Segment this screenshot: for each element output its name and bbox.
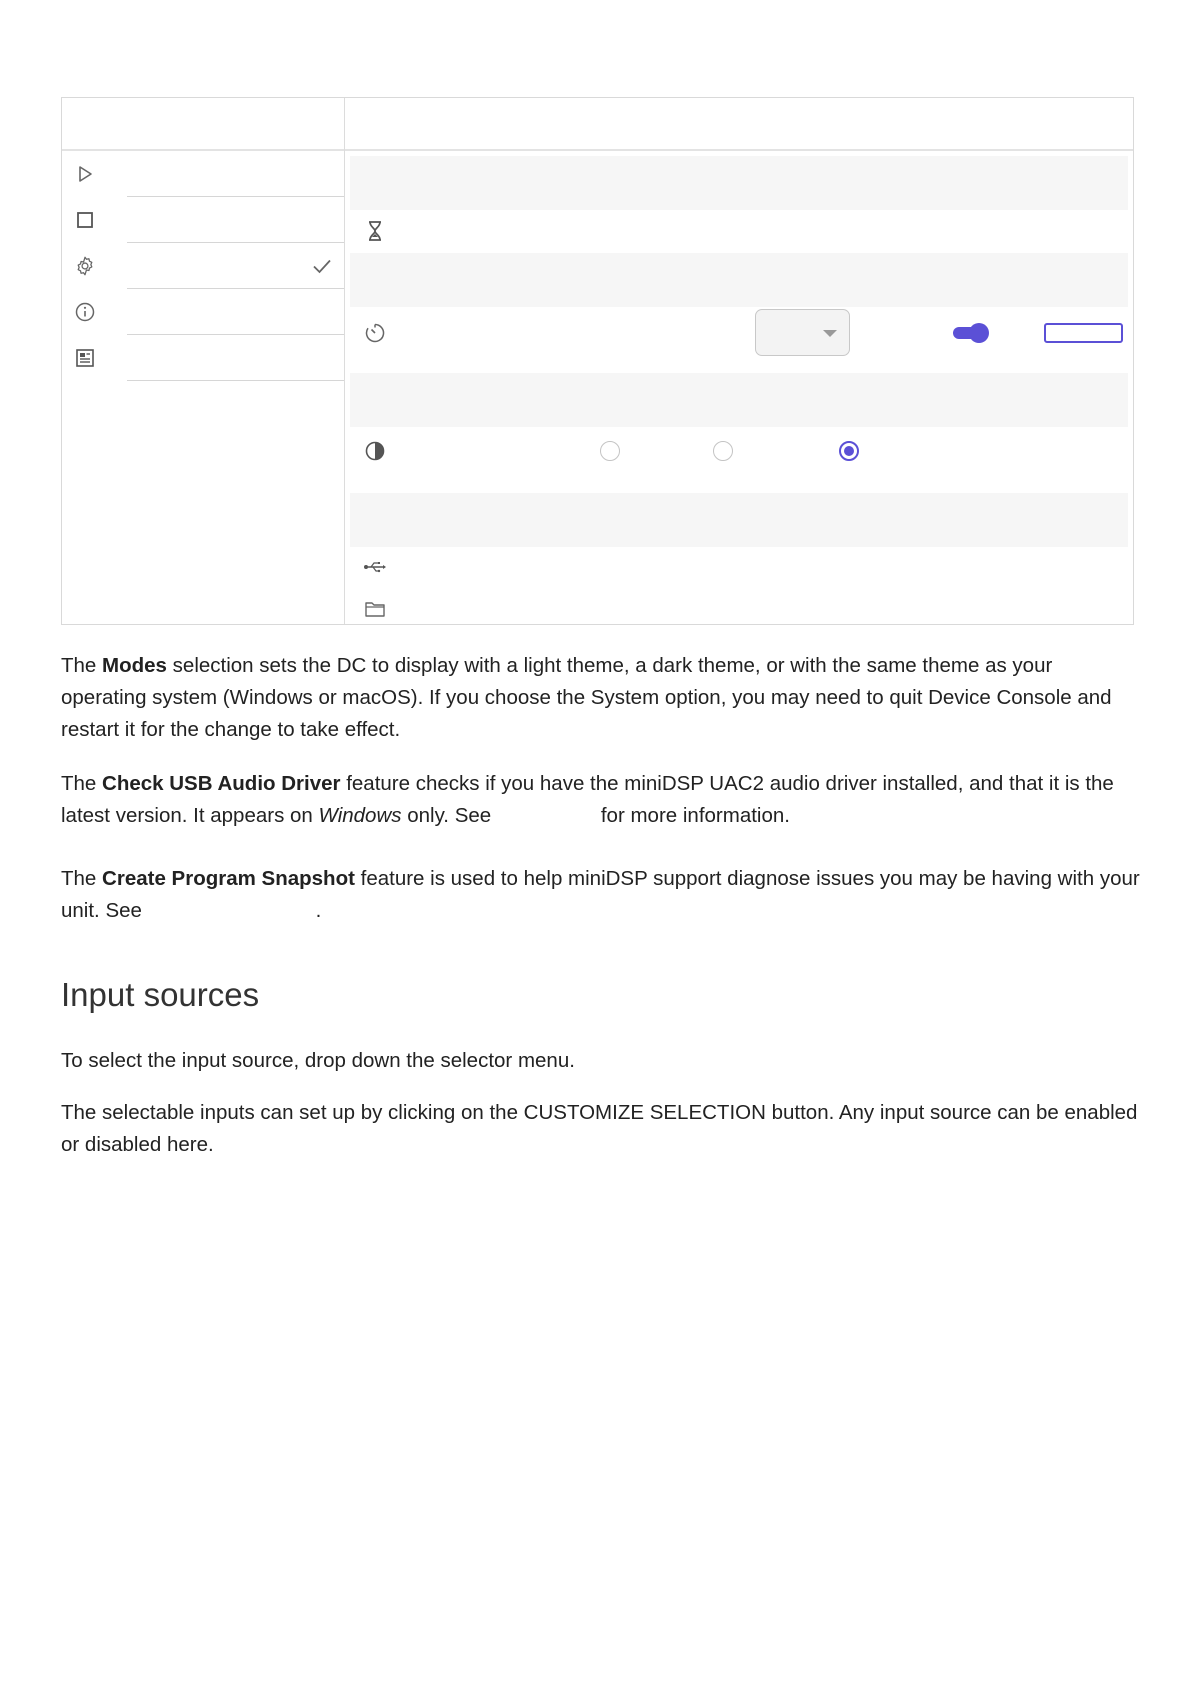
usb-mid2: only. See: [401, 804, 497, 827]
caret-down-icon: [823, 330, 837, 337]
sidebar-item-play[interactable]: [62, 151, 344, 197]
usb-paragraph: [61, 768, 1141, 832]
usb-post: for more information.: [600, 804, 790, 827]
modes-pre: The: [61, 654, 103, 677]
row-modes: [345, 439, 1133, 463]
usb-bold: Check USB Audio Driver: [102, 772, 341, 795]
action-button[interactable]: [1044, 323, 1123, 343]
modes-post: selection sets the DC to display with a light theme, a dark theme, or with the same theme as your operating system (Windows or macOS). If you choose the System option, you may need to quit Device Console and restart it for the change to take effect.: [61, 654, 1112, 741]
usb-mid: feature checks if you have the miniDSP UAC2 audio driver installed, and that it is the latest version. It appears on: [61, 772, 1114, 827]
input-sources-text-1: To select the input source, drop down the selector menu.: [61, 1049, 575, 1072]
sidebar-item-article[interactable]: [62, 335, 344, 381]
play-icon: [74, 163, 96, 185]
snapshot-bold: Create Program Snapshot: [102, 867, 355, 890]
sidebar-item-divider: [127, 380, 344, 381]
screenshot-header: [62, 98, 1133, 151]
sidebar-item-info[interactable]: [62, 289, 344, 335]
info-icon: [74, 301, 96, 323]
row-timer: [345, 309, 1133, 356]
contrast-icon: [363, 439, 387, 463]
gear-icon: [74, 255, 96, 277]
settings-panel: [345, 151, 1133, 624]
snapshot-paragraph: [61, 863, 1141, 927]
modes-bold: Modes: [102, 654, 167, 677]
sidebar-item-stop[interactable]: [62, 197, 344, 243]
section-band: [350, 493, 1128, 547]
section-band: [350, 253, 1128, 307]
stop-icon: [74, 209, 96, 231]
article-icon: [74, 347, 96, 369]
section-title: Input sources: [61, 976, 260, 1013]
sidebar: [62, 151, 344, 624]
timeout-select[interactable]: [755, 309, 850, 356]
mode-radio-dark[interactable]: [713, 441, 733, 461]
timer-icon: [363, 321, 387, 345]
hourglass-icon: [363, 219, 387, 243]
folder-icon[interactable]: [363, 597, 387, 621]
snapshot-post: .: [315, 899, 322, 922]
enable-toggle[interactable]: [951, 321, 989, 343]
usb-icon[interactable]: [363, 555, 387, 579]
snapshot-mid: feature is used to help miniDSP support diagnose issues you may be having with your unit. See: [61, 867, 1140, 922]
section-band: [350, 156, 1128, 210]
snapshot-pre: The: [61, 867, 103, 890]
section-band: [350, 373, 1128, 427]
modes-paragraph: [61, 650, 1141, 746]
input-sources-text-2: The selectable inputs can set up by clicking on the CUSTOMIZE SELECTION button. Any input source can be enabled or disabled here.: [61, 1101, 1138, 1156]
toggle-knob: [969, 323, 989, 343]
check-icon: [311, 255, 333, 277]
mode-radio-system[interactable]: [839, 441, 859, 461]
usb-italic: Windows: [318, 804, 402, 827]
input-sources-paragraph-1: [61, 1045, 1141, 1077]
usb-pre: The: [61, 772, 103, 795]
settings-screenshot: [61, 97, 1134, 625]
input-sources-paragraph-2: [61, 1097, 1141, 1161]
sidebar-item-settings[interactable]: [62, 243, 344, 289]
mode-radio-light[interactable]: [600, 441, 620, 461]
